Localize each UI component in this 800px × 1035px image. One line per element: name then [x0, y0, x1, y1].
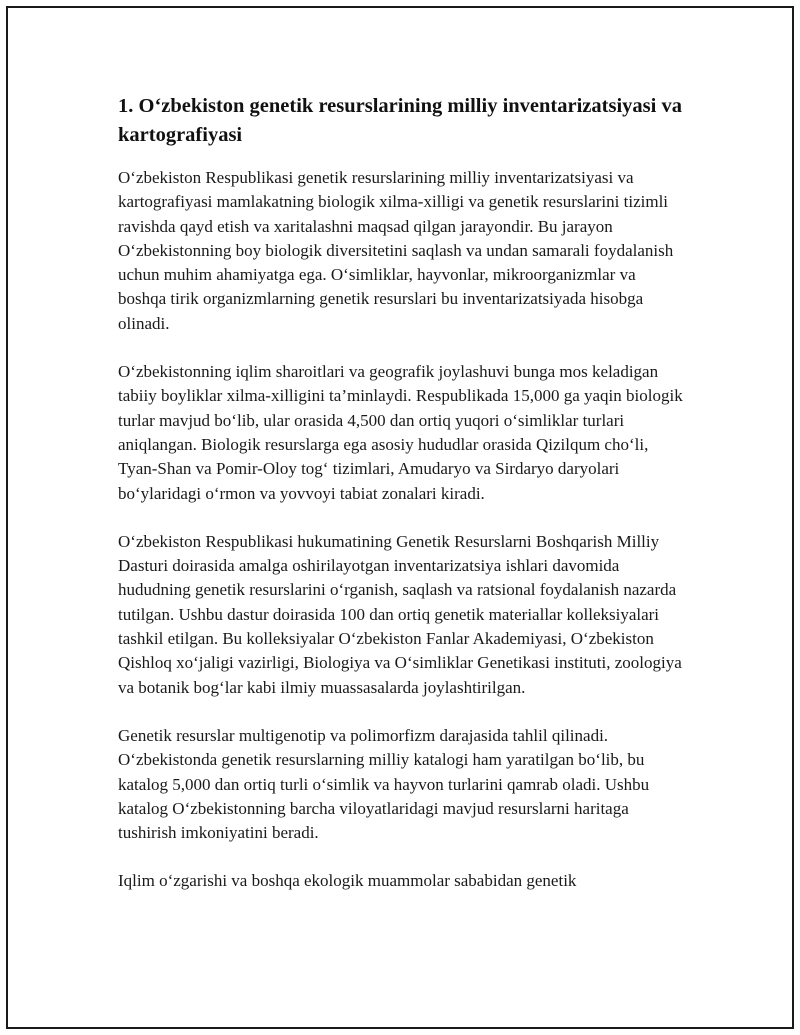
- paragraph-1: O‘zbekiston Respublikasi genetik resurslarining milliy inventarizatsiyasi va kartografiyasi mamlakatning biologik xilma-xilligi va genetik resurslarini tizimli ravishda qayd etish va xaritalashni maqsad qilgan jarayondir. Bu jarayon O‘zbekistonning boy biologik diversitetini saqlash va undan samarali foydalanish uchun muhim ahamiyatga ega. O‘simliklar, hayvonlar, mikroorganizmlar va boshqa tirik organizmlarning genetik resurslari bu inventarizatsiyada hisobga olinadi.: [118, 168, 674, 333]
- section-title: 1. O‘zbekiston genetik resurslarining milliy inventarizatsiyasi va kartografiyasi: [118, 95, 682, 146]
- paragraph-3: O‘zbekiston Respublikasi hukumatining Genetik Resurslarni Boshqarish Milliy Dasturi doirasida amalga oshirilayotgan inventarizatsiya ishlari davomida hududning genetik resurslarini o‘rganish, saqlash va ratsional foydalanish nazarda tutilgan. Ushbu dastur doirasida 100 dan ortiq genetik materiallar kolleksiyalari tashkil etilgan. Bu kolleksiyalar O‘zbekiston Fanlar Akademiyasi, O‘zbekiston Qishloq xo‘jaligi vazirligi, Biologiya va O‘simliklar Genetikasi instituti, zoologiya va botanik bog‘lar kabi ilmiy muassasalarda joylashtirilgan.: [118, 531, 682, 697]
- paragraph-4: Genetik resurslar multigenotip va polimorfizm darajasida tahlil qilinadi. O‘zbekistonda genetik resurslarning milliy katalogi ham yaratilgan bo‘lib, bu katalog 5,000 dan ortiq turli o‘simlik va hayvon turlarini qamrab oladi. Ushbu katalog O‘zbekistonning barcha viloyatlaridagi mavjud resurslarni haritaga tushirish imkoniyatini beradi.: [118, 725, 650, 843]
- document-body: [118, 92, 688, 918]
- paragraph-2: O‘zbekistonning iqlim sharoitlari va geografik joylashuvi bunga mos keladigan tabiiy boyliklar xilma-xilligini ta’minlaydi. Respublikada 15,000 ga yaqin biologik turlar mavjud bo‘lib, ular orasida 4,500 dan ortiq yuqori o‘simliklar turlari aniqlangan. Biologik resurslarga ega asosiy hududlar orasida Qizilqum cho‘li, Tyan-Shan va Pomir-Oloy tog‘ tizimlari, Amudaryo va Sirdaryo daryolari bo‘ylaridagi o‘rmon va yovvoyi tabiat zonalari kiradi.: [118, 362, 683, 503]
- paragraph-5: Iqlim o‘zgarishi va boshqa ekologik muammolar sababidan genetik: [118, 871, 577, 891]
